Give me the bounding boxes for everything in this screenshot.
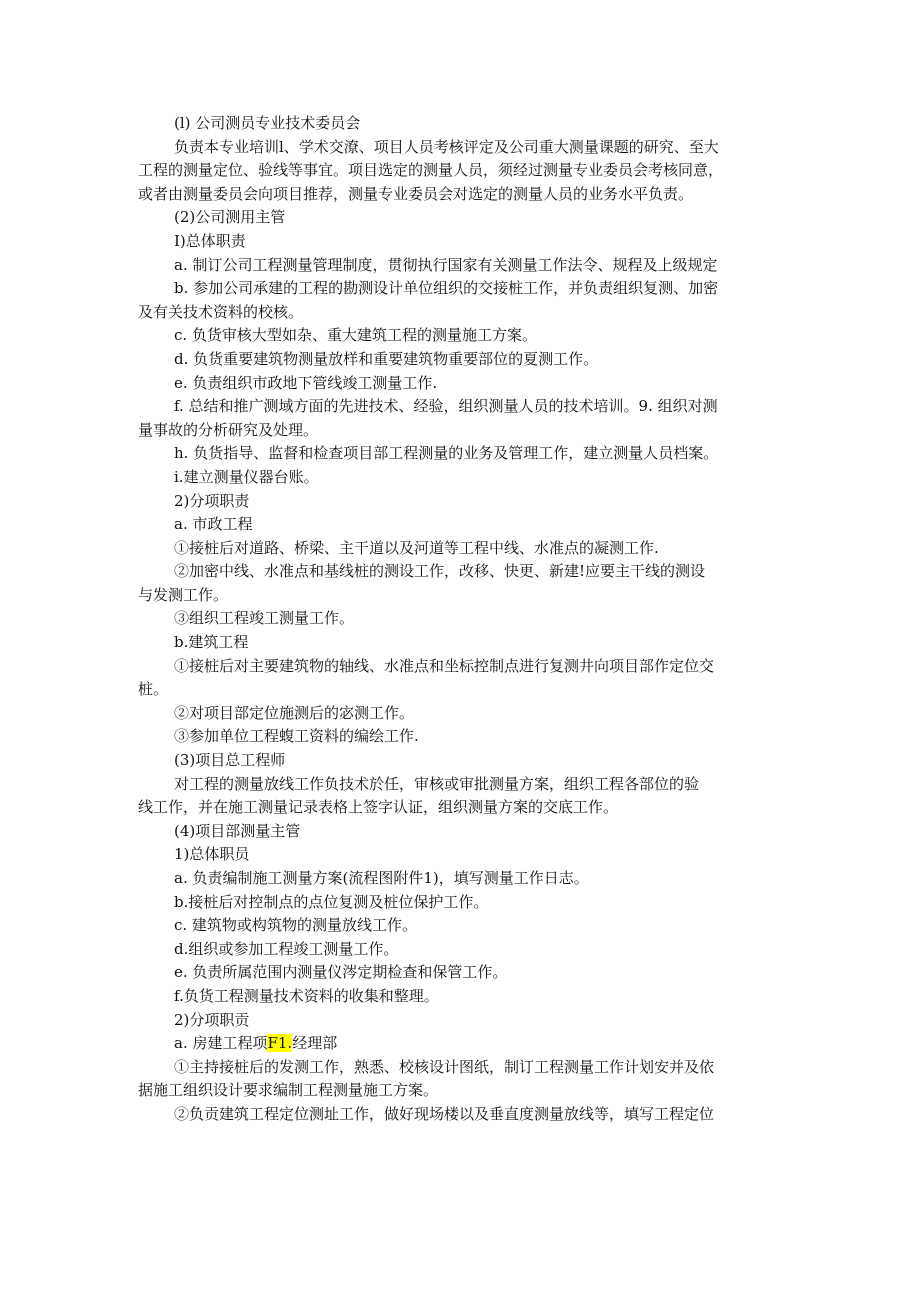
text-line: h. 负货指导、监督和检查项目部工程测量的业务及管理工作，建立测量人员档案。 xyxy=(174,444,719,463)
text-line: 负责本专业培训l、学术交潦、项目人员考核评定及公司重大测量课题的研究、至大 xyxy=(174,137,719,156)
text-line: 桩。 xyxy=(138,680,169,699)
text-line: (3)项目总工程师 xyxy=(174,751,286,770)
text-line: 量事故的分析研究及处理。 xyxy=(138,420,319,439)
text-line: ②负贡建筑工程定位测址工作，做好现场楼以及垂直度测量放线等，填写工程定位 xyxy=(174,1104,715,1123)
text-line: ①主持接桩后的发测工作，熟悉、校核设计图纸，制订工程测量工作计划安并及依 xyxy=(174,1057,715,1076)
text-line: a. 负责编制施工测量方案(流程图附件1)，填写测量工作日志。 xyxy=(174,869,589,887)
text-line: f.负货工程测量技术资料的收集和整理。 xyxy=(174,986,439,1005)
text-line: b.建筑工程 xyxy=(174,633,249,652)
text-line: ②对项目部定位施测后的宓测工作。 xyxy=(174,703,415,722)
text-line: 2)分项职责 xyxy=(174,491,250,510)
text-line: 及有关技术资料的校核。 xyxy=(138,302,304,321)
text-line: 工程的测量定位、验线等事宜。项目选定的测量人员，须经过测量专业委员会考核同意， xyxy=(138,161,724,180)
text-line: a. 制订公司工程测量管理制度，贯彻执行国家有关测量工作法令、规程及上级规定 xyxy=(174,255,718,274)
text-line: b. 参加公司承建的工程的勘测设计单位组织的交接桩工作，并负责组织复测、加密 xyxy=(174,279,719,298)
text-line: I)总体职责 xyxy=(174,231,246,250)
text-line: e. 负责组织市政地下管线竣工测量工作. xyxy=(174,373,438,392)
text-line: a. 市政工程 xyxy=(174,515,253,534)
text-segment: 经理部 xyxy=(292,1034,338,1053)
text-line: i.建立测量仪器台账。 xyxy=(174,467,319,486)
text-line: ①接桩后对道路、桥梁、主干道以及河道等工程中线、水准点的凝测工作. xyxy=(174,538,659,557)
text-line: (2)公司测用主管 xyxy=(174,208,286,227)
text-line: f. 总结和推广测域方面的先进技术、经验，组织测量人员的技术培训。9. 组织对测 xyxy=(174,397,718,416)
document-body xyxy=(138,112,798,1127)
text-line: 或者由测量委员会向项目推荐，测量专业委员会对选定的测量人员的业务水平负责。 xyxy=(138,184,694,203)
text-line: 对工程的测量放线工作负技术於任，审核或审批测量方案，组织工程各部位的验 xyxy=(174,774,700,793)
text-line: (l) 公司测员专业技术委员会 xyxy=(174,114,361,132)
text-line: c. 建筑物或构筑物的测量放线工作。 xyxy=(174,916,417,935)
text-line xyxy=(138,1032,798,1056)
text-line: c. 负货审核大型如杂、重大建筑工程的测量施工方案。 xyxy=(174,326,537,345)
text-line: d. 负货重要建筑物测量放样和重要建筑物重要部位的夏测工作。 xyxy=(174,349,599,368)
text-line: e. 负责所属范围内测量仪涔定期检查和保管工作。 xyxy=(174,963,508,982)
highlighted-text: F1. xyxy=(267,1034,293,1053)
text-line: d.组织或参加工程竣工测量工作。 xyxy=(174,939,399,958)
text-line: 线工作，并在施工测量记录表格上签字认证，组织测量方案的交底工作。 xyxy=(138,798,619,817)
text-line: 与发测工作。 xyxy=(138,585,229,604)
text-line: ③组织工程竣工测量工作。 xyxy=(174,609,355,628)
text-line: b.接桩后对控制点的点位复测及桩位保护工作。 xyxy=(174,892,489,911)
text-line: 1)总体职员 xyxy=(174,845,250,864)
text-line: (4)项目部测量主管 xyxy=(174,821,301,840)
text-line: 2)分项职贡 xyxy=(174,1010,250,1029)
text-line: ②加密中线、水准点和基线桩的测设工作，改移、快更、新建!应要主干线的测设 xyxy=(174,562,706,581)
text-line: 据施工组织设计要求编制工程测量施工方案。 xyxy=(138,1081,439,1100)
text-segment: a. 房建工程项 xyxy=(174,1034,268,1053)
text-line: ③参加单位工程蝮工资料的编绘工作. xyxy=(174,727,419,746)
text-line: ①接桩后对主要建筑物的轴线、水准点和坐标控制点进行复测井向项目部作定位交 xyxy=(174,656,715,675)
